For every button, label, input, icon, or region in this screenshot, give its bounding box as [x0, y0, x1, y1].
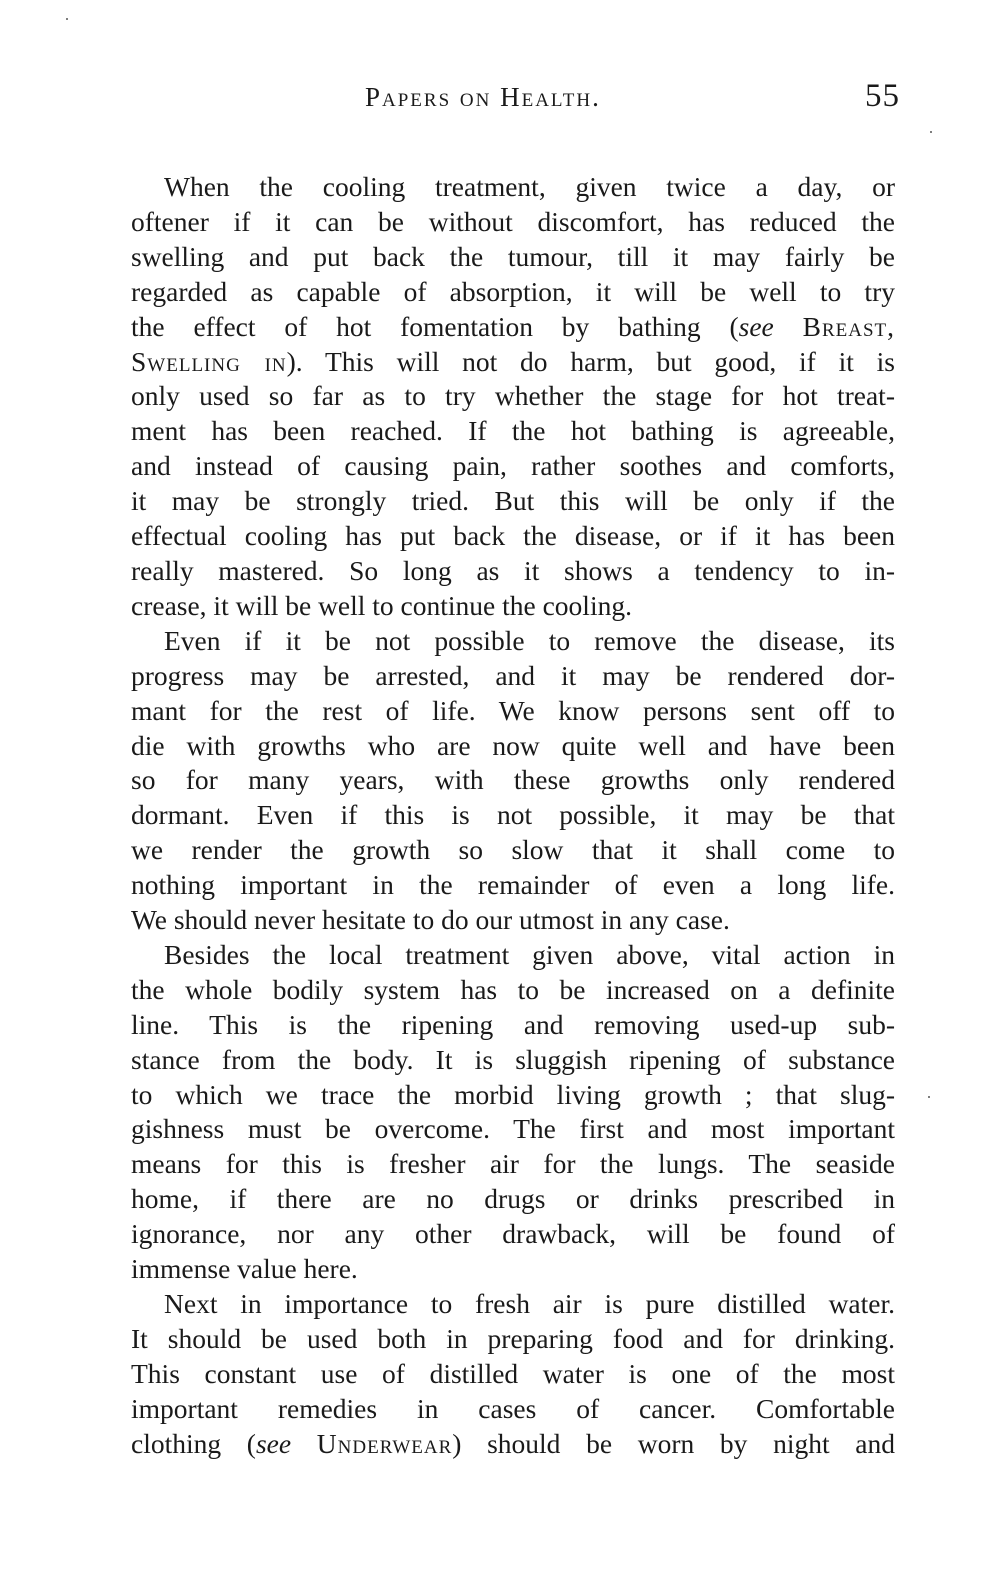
- paper-speck: [66, 18, 68, 20]
- text-line: it may be strongly tried. But this will be only if the: [131, 485, 895, 517]
- text-fragment: clothing (: [131, 1427, 256, 1459]
- text-line: dormant. Even if this is not possible, it may be that: [131, 799, 895, 831]
- text-line: [131, 345, 895, 380]
- text-line: It should be used both in preparing food and for drinking.: [131, 1322, 895, 1354]
- text-line: ment has been reached. If the hot bathing is agreeable,: [131, 415, 895, 447]
- text-line: stance from the body. It is sluggish ripening of substance: [131, 1043, 895, 1075]
- text-line: immense value here.: [131, 1253, 358, 1285]
- text-line: only used so far as to try whether the stage for hot treat-: [131, 380, 895, 412]
- paper-speck: [928, 1096, 930, 1098]
- text-line: gishness must be overcome. The first and most important: [131, 1113, 895, 1145]
- text-line: the whole bodily system has to be increased on a definite: [131, 973, 895, 1005]
- text-line: swelling and put back the tumour, till it may fairly be: [131, 240, 895, 272]
- text-line: crease, it will be well to continue the cooling.: [131, 589, 632, 621]
- text-line: progress may be arrested, and it may be rendered dor-: [131, 659, 895, 691]
- text-line: [131, 1427, 895, 1462]
- text-line: and instead of causing pain, rather soothes and comforts,: [131, 450, 895, 482]
- text-line: so for many years, with these growths only rendered: [131, 764, 895, 796]
- text-line: we render the growth so slow that it shall come to: [131, 834, 895, 866]
- text-line: oftener if it can be without discomfort, has reduced the: [131, 205, 895, 237]
- text-fragment: ). This will not do harm, but good, if it is: [286, 345, 895, 377]
- text-line: We should never hesitate to do our utmost in any case.: [131, 904, 730, 936]
- text-line: effectual cooling has put back the disease, or if it has been: [131, 520, 895, 552]
- text-line: regarded as capable of absorption, it will be well to try: [131, 275, 895, 307]
- text-line: mant for the rest of life. We know persons sent off to: [131, 694, 895, 726]
- cross-reference: Breast,: [802, 310, 895, 342]
- see-reference: see: [255, 1427, 292, 1459]
- text-fragment: the effect of hot fomentation by bathing (: [131, 310, 739, 342]
- text-line: ignorance, nor any other drawback, will be found of: [131, 1218, 895, 1250]
- text-line: means for this is fresher air for the lungs. The seaside: [131, 1148, 895, 1180]
- text-line: nothing important in the remainder of even a long life.: [131, 869, 895, 901]
- paragraph: [131, 938, 895, 1287]
- text-line: This constant use of distilled water is one of the most: [131, 1357, 895, 1389]
- text-line: home, if there are no drugs or drinks prescribed in: [131, 1183, 895, 1215]
- text-line: die with growths who are now quite well and have been: [131, 729, 895, 761]
- text-line: Next in importance to fresh air is pure distilled water.: [164, 1288, 895, 1319]
- page-number: 55: [865, 78, 900, 114]
- see-reference: see: [738, 310, 774, 342]
- page-header: [130, 78, 900, 126]
- text-line: really mastered. So long as it shows a tendency to in-: [131, 554, 895, 586]
- text-line: line. This is the ripening and removing used-up sub-: [131, 1008, 895, 1040]
- running-title: Papers on Health.: [365, 82, 601, 112]
- text-line: to which we trace the morbid living growth ; that slug-: [131, 1078, 895, 1110]
- text-line: Besides the local treatment given above, vital action in: [164, 938, 895, 970]
- text-line: important remedies in cases of cancer. Comfortable: [131, 1392, 895, 1424]
- paragraph: [131, 170, 895, 624]
- text-fragment: ) should be worn by night and: [452, 1427, 895, 1459]
- text-line: Even if it be not possible to remove the disease, its: [164, 624, 895, 656]
- text-line: When the cooling treatment, given twice a day, or: [164, 171, 895, 202]
- paper-speck: [930, 131, 932, 133]
- cross-reference: Swelling in: [131, 345, 287, 377]
- body-text: [131, 170, 895, 1462]
- text-line: [131, 310, 895, 345]
- paragraph: [131, 1287, 895, 1462]
- paragraph: [131, 624, 895, 938]
- cross-reference: Underwear: [316, 1427, 453, 1459]
